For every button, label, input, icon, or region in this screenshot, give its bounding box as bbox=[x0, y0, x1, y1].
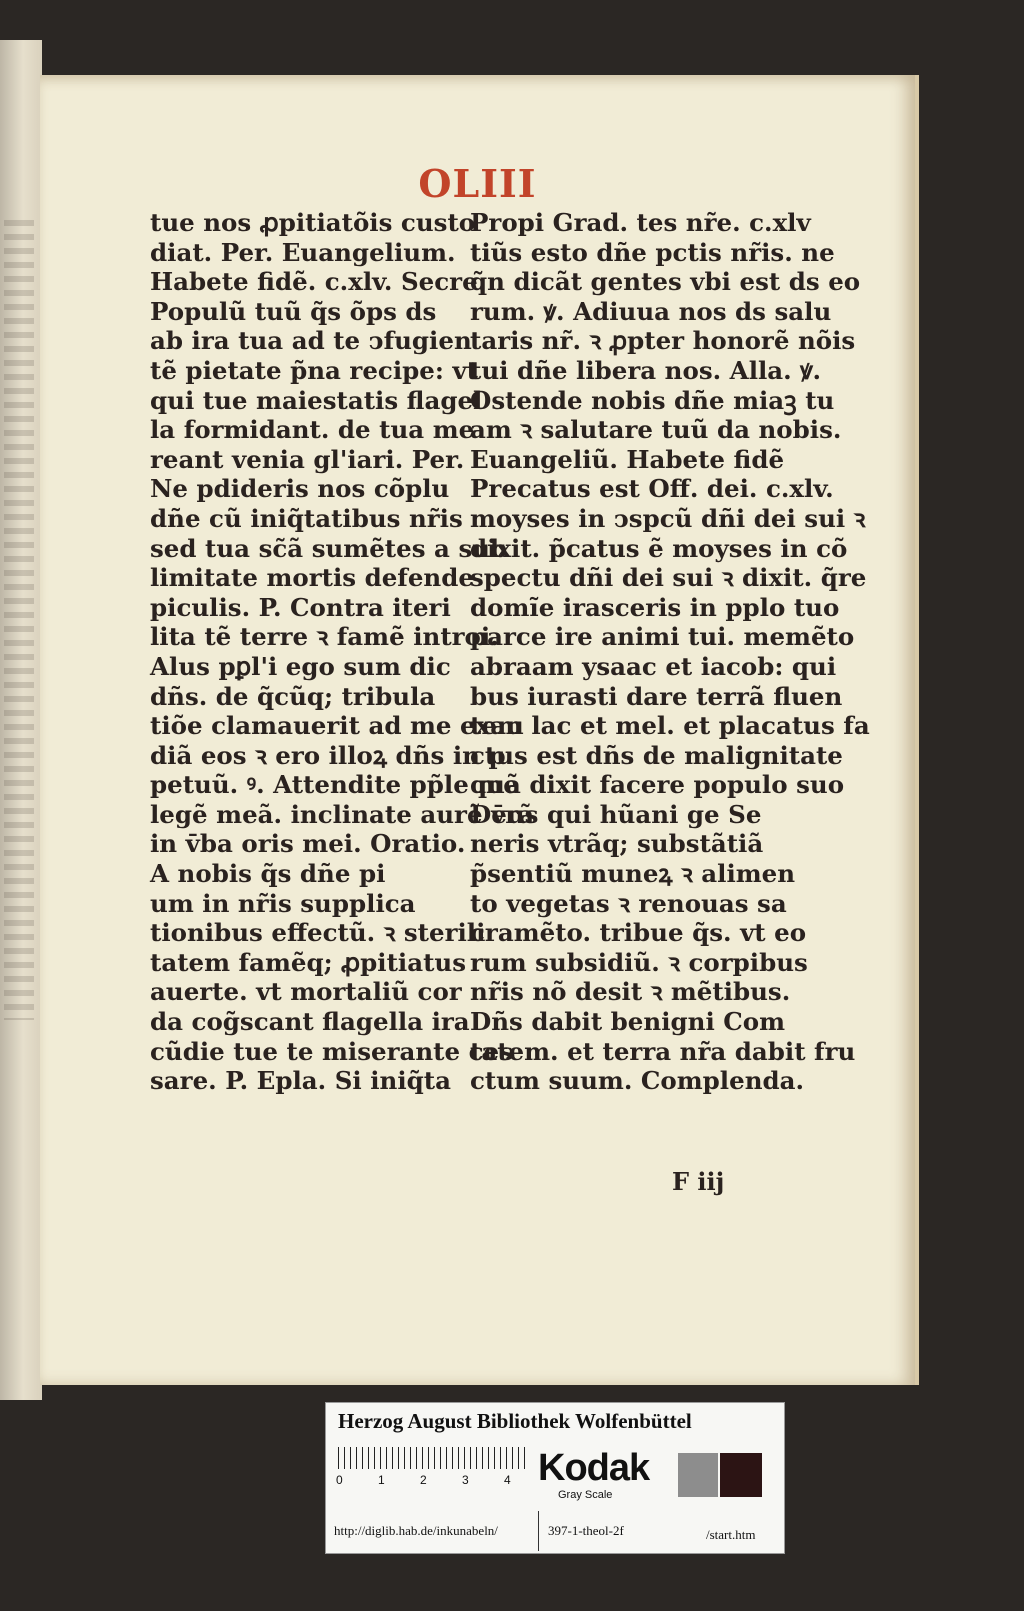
text-line: tiõe clamauerit ad me exau bbox=[150, 711, 524, 741]
text-line: sed tua sc̃ã sumẽtes a sub bbox=[150, 533, 508, 563]
text-line: da cog̃scant flagella ira bbox=[150, 1007, 470, 1037]
text-line: q̃n dicãt gentes vbi est ds eo bbox=[470, 267, 861, 297]
text-line: auerte. vt mortaliũ cor bbox=[150, 977, 462, 1007]
text-line: rum subsidiũ. ꝛ corpibus bbox=[470, 947, 808, 977]
text-line: cũdie tue te miserante ces bbox=[150, 1036, 513, 1066]
library-name: Herzog August Bibliothek Wolfenbüttel bbox=[338, 1409, 692, 1433]
signature-mark: F iij bbox=[672, 1167, 725, 1196]
book-page bbox=[40, 75, 919, 1385]
adjacent-page-text-shadow bbox=[4, 220, 34, 1020]
text-line: domĩe irasceris in pplo tuo bbox=[470, 592, 840, 622]
text-line: tatem. et terra nr̃a dabit fru bbox=[470, 1036, 856, 1066]
text-line: lita tẽ terre ꝛ famẽ introi. bbox=[150, 622, 499, 652]
text-line: tatem famẽq; ꝓpitiatus bbox=[150, 947, 467, 977]
text-line: petuũ. ꝰ. Attendite pp̃le me bbox=[150, 770, 519, 800]
text-line: tẽ pietate p̃na recipe: vt bbox=[150, 355, 478, 385]
adjacent-page-edge bbox=[0, 40, 42, 1400]
text-line: Deus qui hũani ge Se bbox=[470, 799, 762, 829]
text-line: ctus est dñs de malignitate bbox=[470, 740, 843, 770]
text-line: Dñs dabit benigni Com bbox=[470, 1007, 786, 1037]
text-line: diã eos ꝛ ero illoꝝ dñs in p bbox=[150, 740, 506, 770]
text-line: Alus pꝑl'i ego sum dic bbox=[150, 651, 451, 681]
text-line: neris vtrãq; substãtiã bbox=[470, 829, 764, 859]
text-line: limitate mortis defende bbox=[150, 563, 474, 593]
text-line: tionibus effectũ. ꝛ sterili bbox=[150, 918, 486, 948]
text-line: ab ira tua ad te ↄfugien bbox=[150, 326, 472, 356]
text-line: cramẽto. tribue q̃s. vt eo bbox=[470, 918, 807, 948]
label-start-link: /start.htm bbox=[706, 1527, 756, 1542]
text-line: Ne pdideris nos cõplu bbox=[150, 474, 450, 504]
ruler-number: 0 bbox=[336, 1473, 343, 1487]
text-line: abraam ysaac et iacob: qui bbox=[470, 651, 837, 681]
text-line: dixit. p̃catus ẽ moyses in cõ bbox=[470, 533, 848, 563]
text-line: Populũ tuũ q̃s õps ds bbox=[150, 296, 437, 326]
text-line: legẽ meã. inclinate aurẽ v̄rã bbox=[150, 799, 535, 829]
ruler-number: 2 bbox=[420, 1473, 427, 1487]
label-url: http://diglib.hab.de/inkunabeln/ bbox=[334, 1523, 498, 1538]
gray-swatch bbox=[678, 1453, 718, 1497]
text-line: moyses in ↄspcũ dñi dei sui ꝛ bbox=[470, 503, 866, 533]
text-line: dñe cũ iniq̃tatibus nr̃is bbox=[150, 503, 463, 533]
label-shelfmark: 397-1-theol-2f bbox=[548, 1523, 624, 1538]
right-text-column bbox=[470, 208, 870, 1096]
text-line: qui tue maiestatis flagel bbox=[150, 385, 483, 415]
text-line: la formidant. de tua me bbox=[150, 415, 475, 445]
text-line: Propi Grad. tes nr̃e. c.xlv bbox=[470, 208, 811, 237]
text-line: Ostende nobis dñe miaꝫ tu bbox=[470, 385, 835, 415]
gray-scale-caption: Gray Scale bbox=[558, 1489, 613, 1501]
text-line: tem lac et mel. et placatus fa bbox=[470, 711, 870, 741]
text-line: Habete fidẽ. c.xlv. Secre. bbox=[150, 267, 487, 297]
text-line: A nobis q̃s dñe pi bbox=[150, 859, 386, 889]
text-line: to vegetas ꝛ renouas sa bbox=[470, 888, 787, 918]
text-line: spectu dñi dei sui ꝛ dixit. q̃re bbox=[470, 563, 867, 593]
text-line: Precatus est Off. dei. c.xlv. bbox=[470, 474, 834, 504]
text-line: rum. ꝟ. Adiuua nos ds salu bbox=[470, 296, 832, 326]
label-divider bbox=[538, 1511, 539, 1551]
ruler-number: 4 bbox=[504, 1473, 511, 1487]
dark-swatch bbox=[720, 1453, 762, 1497]
left-text-column bbox=[150, 208, 535, 1096]
library-color-target-label bbox=[325, 1402, 785, 1554]
text-line: nr̃is nõ desit ꝛ mẽtibus. bbox=[470, 977, 791, 1007]
text-line: parce ire animi tui. memẽto bbox=[470, 622, 855, 652]
text-line: dñs. de q̃cũq; tribula bbox=[150, 681, 436, 711]
ruler-number: 3 bbox=[462, 1473, 469, 1487]
text-line: tue nos ꝓpitiatõis custo bbox=[150, 208, 476, 237]
text-line: diat. Per. Euangelium. bbox=[150, 237, 456, 267]
text-line: sare. P. Epla. Si iniq̃ta bbox=[150, 1066, 451, 1096]
text-line: quã dixit facere populo suo bbox=[470, 770, 845, 800]
text-line: Euangeliũ. Habete fidẽ bbox=[470, 444, 785, 474]
text-line: am ꝛ salutare tuũ da nobis. bbox=[470, 415, 842, 445]
scale-ruler bbox=[338, 1447, 528, 1469]
folio-number: OLIII bbox=[418, 161, 537, 206]
text-line: reant venia gl'iari. Per. bbox=[150, 444, 465, 474]
kodak-logo: Kodak bbox=[538, 1447, 650, 1489]
text-line: um in nr̃is supplica bbox=[150, 888, 416, 918]
ruler-number: 1 bbox=[378, 1473, 385, 1487]
text-line: ctum suum. Complenda. bbox=[470, 1066, 805, 1096]
text-line: tui dñe libera nos. Alla. ꝟ. bbox=[470, 355, 822, 385]
text-line: in v̄ba oris mei. Oratio. bbox=[150, 829, 466, 859]
text-line: p̃sentiũ muneꝝ ꝛ alimen bbox=[470, 859, 796, 889]
text-line: piculis. P. Contra iteri bbox=[150, 592, 451, 622]
text-line: tiũs esto dñe pctis nr̃is. ne bbox=[470, 237, 835, 267]
text-line: taris nr̃. ꝛ ꝓpter honorẽ nõis bbox=[470, 326, 856, 356]
text-line: bus iurasti dare terrã fluen bbox=[470, 681, 843, 711]
